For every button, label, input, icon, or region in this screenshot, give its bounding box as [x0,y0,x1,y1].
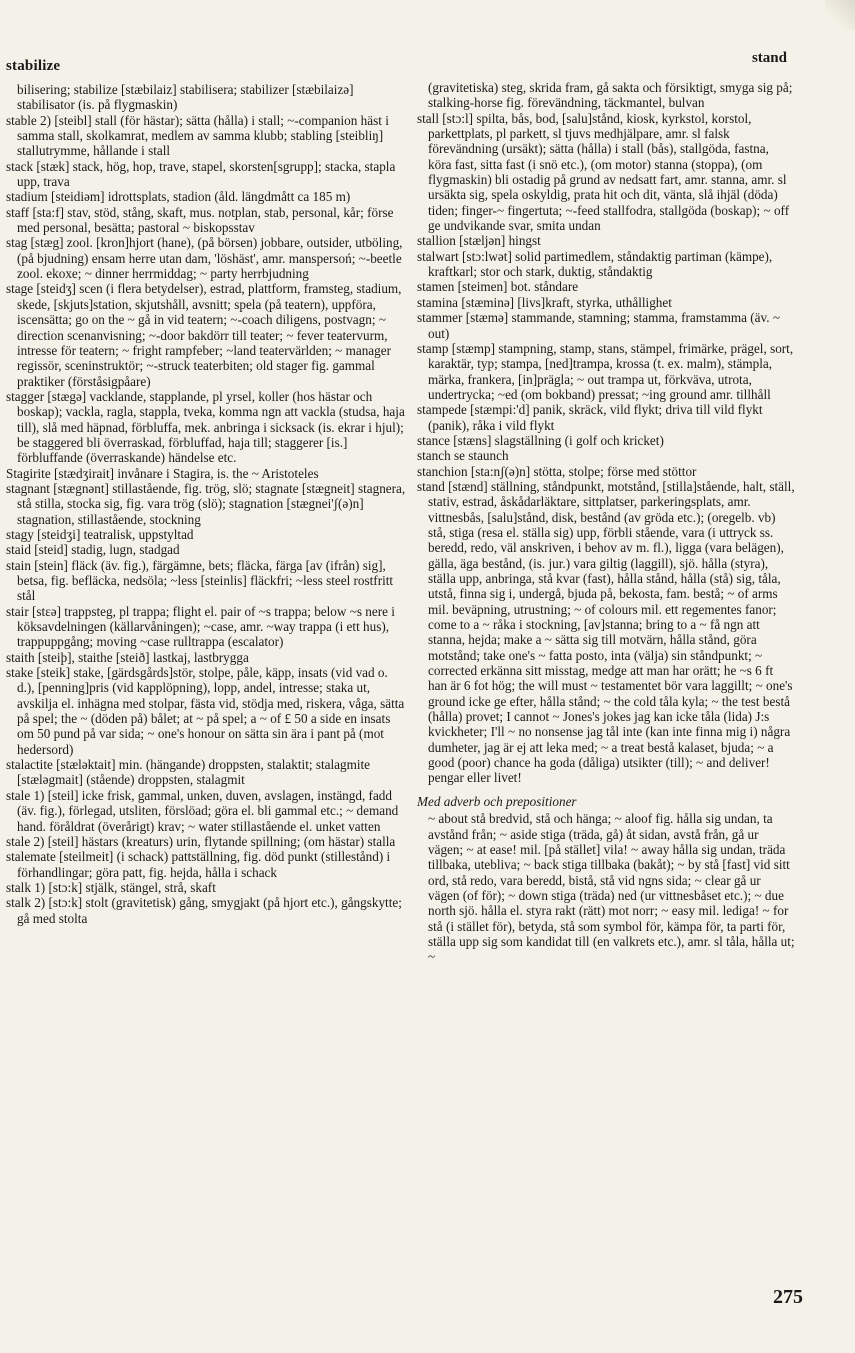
right-guide-word: stand [751,50,787,66]
entry-stale-1: stale 1) [steil] icke frisk, gammal, unken, duven, avslagen, instängd, fadd (äv. fig.), förlegad, utsliten, förslöad; göra el. bli gammal etc.; ~ demand hand. föråldrat (överårigt) krav; ~ water stillastående el. unket vatten [6,787,399,834]
entry-stage: stage [steidʒ] scen (i flera betydelser), estrad, plattform, framsteg, stadium, skede, [skjuts]station, skjutshåll, avsnitt; spela (på teatern), uppföra, iscensätta; go on the ~ gå in vid teatern; ~-coach diligens, postvagn; ~ direction scenanvisning; ~-door bakdörr till teater; ~ fever teatervurm, intresse för teatern; ~ fright rampfeber; ~land teatervärlden; ~ manager regissör, sceninstruktör; ~-struck teaterbiten; old stager fig. gammal praktiker (förståsigpåare) [6,281,402,389]
entry-stand: stand [stænd] ställning, ståndpunkt, motstånd, [stilla]stående, halt, ställ, stativ, estrad, åskådarläktare, sittplatser, parkeringsplats, amr. vittnesbås, [salu]stånd, disk, bestånd (av gröda etc.); (oregelb. vb) stå, stiga (resa el. ställa sig) upp, förbli stående, vara (i uttryck ss. beredd, redo, väl anskriven, i behov av m. fl.), ligga (vara belägen), gälla, äga bestånd, (is. jur.) vara giltig (laggill), sjö. hålla (styra), ställa upp, anbringa, stå kvar (fast), hålla stånd, hålla (stå) sig, tåla, utstå, finna sig i, undergå, bjuda på, bekosta, fam. bestå; ~ of arms mil. beväpning, utrustning; ~ of colours mil. ett regementes fanor; come to a ~ råka i stockning, [av]stanna; bring to a ~ få ngn att stanna, hejda; make a ~ sätta sig till motvärn, hålla stånd, göra motstånd; take one's ~ fatta posto, inta (välja) sin ståndpunkt; ~ corrected erkänna sitt misstag, medge att man har orätt; he ~s 6 ft han är 6 fot hög; the will must ~ testamentet bör vara laggillt; ~ one's ground icke ge efter, hålla stånd; ~ the cold tåla kyla; ~ the test bestå (hålla) provet; I cannot ~ Jones's jokes jag kan icke tåla (lida) J:s kvickheter; I'll ~ no nonsense jag tål inte (kan inte finna mig i) några dumheter, jag är ej att leka med; ~ a treat bestå kalaset, bjuda; ~ a good (poor) chance ha goda (dåliga) utsikter (till); ~ and deliver! pengar eller livet! [417,478,795,786]
entry-stalactite: stalactite [stæləktait] min. (hängande) droppsten, stalaktit; stalagmite [stæləgmait] (stående) droppsten, stalagmit [6,757,371,788]
entry-staith: staith [steiþ], staithe [steið] lastkaj, lastbrygga [6,649,249,665]
entry-stall: stall [stɔ:l] spilta, bås, bod, [salu]stånd, kiosk, kyrkstol, korstol, parkettplats, pl parkett, sl tjuvs medhjälpare, amr. sl falsk förevändning (ursäkt); sätta (hålla) i stall (bås), stallgöda, fastna, köra fast, sitta fast (i snö etc.), (om motor) stanna (stoppa), (om flygmaskin) bli ostadig på grund av nedsatt fart, amr. stanna, amr. sl ursäkta sig, spela oskyldig, prata hit och dit, vänta, slå ihjäl (döda) tiden; finger-~ fingertuta; ~-feed stallfodra, stallgöda (boskap); ~ off ge undvikande svar, smita undan [417,110,790,234]
entry-staid: staid [steid] stadig, lugn, stadgad [6,542,180,558]
entry-stag: stag [stæg] zool. [kron]hjort (hane), (på börsen) jobbare, outsider, utböling, (på bjudning) ensam herre utan dam, 'löshäst', amr. manspersoń; ~-beetle zool. ekoxe; ~ dinner herrmiddag; ~ party herrbjudning [6,235,403,282]
entry-stamp: stamp [stæmp] stampning, stamp, stans, stämpel, frimärke, prägel, sort, karaktär, typ; stampa, [ned]trampa, krossa (t. ex. malm), stämpla, märka, frankera, [in]prägla; ~ out trampa ut, förkväva, utrota, undertrycka; ~ed (om bokband) pressat; ~ing ground amr. tillhåll [417,340,794,402]
entry-stalk-1: stalk 1) [stɔ:k] stjälk, stängel, strå, skaft [6,879,216,895]
page-corner [825,0,855,30]
left-guide-word: stabilize [6,58,61,74]
entry-stalemate: stalemate [steilmeit] (i schack) pattställning, fig. död punkt (stillestånd) i förhandlingar; göra patt, fig. hejda, hålla i schack [6,849,391,880]
entry-stance: stance [stæns] slagställning (i golf och kricket) [417,432,664,448]
entry-stagirite: Stagirite [stædʒirait] invånare i Stagira, is. the ~ Aristoteles [6,465,319,481]
page-number: 275 [773,1286,803,1308]
entry-continuation: (gravitetiska) steg, skrida fram, gå sakta och försiktigt, smyga sig på; stalking-horse fig. förevändning, täckmantel, bulvan [428,80,793,111]
left-column [6,82,406,926]
entry-stagy: stagy [steidʒi] teatralisk, uppstyltad [6,526,194,542]
section-heading: Med adverb och prepositioner [417,793,577,809]
entry-stain: stain [stein] fläck (äv. fig.), färgämne, bets; fläcka, färga [av (ifrån) sig], betsa, fig. befläcka, nedsöla; ~less [steinlis] fläckfri; ~less steel rostfritt stål [6,557,394,604]
entry-stale-2: stale 2) [steil] hästars (kreaturs) urin, flytande spillning; (om hästar) stalla [6,833,396,849]
entry-stampede: stampede [stæmpi:'d] panik, skräck, vild flykt; driva till vild flykt (panik), råka i vild flykt [417,402,763,433]
entry-stagnant: stagnant [stægnənt] stillastående, fig. trög, slö; stagnate [stægneit] stagnera, stå stilla, stocka sig, fig. vara trög (slö); stagnation [stægnei'ʃ(ə)n] stagnation, stillastående, stockning [6,480,406,527]
entry-stair: stair [stɛə] trappsteg, pl trappa; flight el. pair of ~s trappa; below ~s nere i köksavdelningen (källarvåningen); ~case, amr. ~way trappa (i ett hus), trappuppgång; moving ~case rulltrappa (escalator) [6,603,395,650]
entry-stack: stack [stæk] stack, hög, hop, trave, stapel, skorsten[sgrupp]; stacka, stapla upp, trava [6,158,396,190]
entry-stammer: stammer [stæmə] stammande, stamning; stamma, framstamma (äv. ~ out) [417,310,780,341]
entry-stalk-2: stalk 2) [stɔ:k] stolt (gravitetisk) gång, smygjakt (på hjort etc.), gångskytte; gå med stolta [6,895,402,926]
entry-stagger: stagger [stægə] vacklande, stapplande, pl yrsel, koller (hos hästar och boskap); vackla, ragla, stappla, tveka, komma ngn att vackla (studsa, haja till), slå med häpnad, förbluffa, mek. anbringa i sicksack (is. ekrar i hjul); be staggered bli överraskad, förbluffad, haja till; staggerer [is.] förbluffande (överraskande) händelse etc. [6,388,405,466]
entry-stand-phrasal: ~ about stå bredvid, stå och hänga; ~ aloof fig. hålla sig undan, ta avstånd från; ~ aside stiga (träda, gå) åt sidan, avstå från, gå ur vägen; ~ at ease! mil. [på stället] vila! ~ away hålla sig undan, träda tillbaka, utebliva; ~ back stiga tillbaka (bakåt); ~ by stå [fast] vid sitt ord, stå redo, vara beredd, bistå, stå vid ngns sida; ~ clear gå ur vägen (of för); ~ down stiga (träda) ned (ur vittnesbåset etc.); ~ due north sjö. hålla el. styra rakt (rätt) mot norr; ~ easy mil. lediga! ~ for stå (i stället för), betyda, stå som symbol för, kämpa för, ta parti för, ställa upp sig som kandidat till (en valkrets etc.), amr. sl tåla, hålla ut; ~ [428,811,795,965]
entry-stamen: stamen [steimen] bot. ståndare [417,279,579,295]
entry-stamina: stamina [stæminə] [livs]kraft, styrka, uthållighet [417,294,672,310]
entry-stable: stable 2) [steibl] stall (för hästar); sätta (hålla) i stall; ~-companion häst i samma stall, skolkamrat, medlem av samma klubb; stabling [steibliŋ] stallutrymme, hållande i stall [6,112,389,159]
entry-continuation: bilisering; stabilize [stæbilaiz] stabilisera; stabilizer [stæbilaizə] stabilisator (is. på flygmaskin) [17,82,354,113]
entry-stanchion: stanchion [sta:nʃ(ə)n] stötta, stolpe; förse med stöttor [417,463,697,479]
entry-stanch: stanch se staunch [417,448,509,464]
right-column [417,80,795,965]
entry-stake: stake [steik] stake, [gärdsgårds]stör, stolpe, påle, käpp, insats (vid vad o. d.), [penning]pris (vid kapplöpning), lopp, andel, intresse; staka ut, avskilja el. inhägna med stolpar, fästa vid, stödja med, riskera, våga, sätta på spel; the ~ (döden på) bålet; at ~ på spel; a ~ of £ 50 a side en insats om 50 pund på var sida; ~ one's honour on sätta sin ära i pant på (mot hedersord) [6,665,405,757]
entry-stallion: stallion [stæljən] hingst [417,233,541,249]
entry-staff: staff [sta:f] stav, stöd, stång, skaft, mus. notplan, stab, personal, kår; förse med personal, besätta; pastoral ~ biskopsstav [6,204,394,236]
entry-stadium: stadium [steidiəm] idrottsplats, stadion (åld. längdmått ca 185 m) [6,189,351,205]
entry-stalwart: stalwart [stɔ:lwət] solid partimedlem, ståndaktig partiman (kämpe), kraftkarl; stor och stark, duktig, ståndaktig [417,248,773,280]
